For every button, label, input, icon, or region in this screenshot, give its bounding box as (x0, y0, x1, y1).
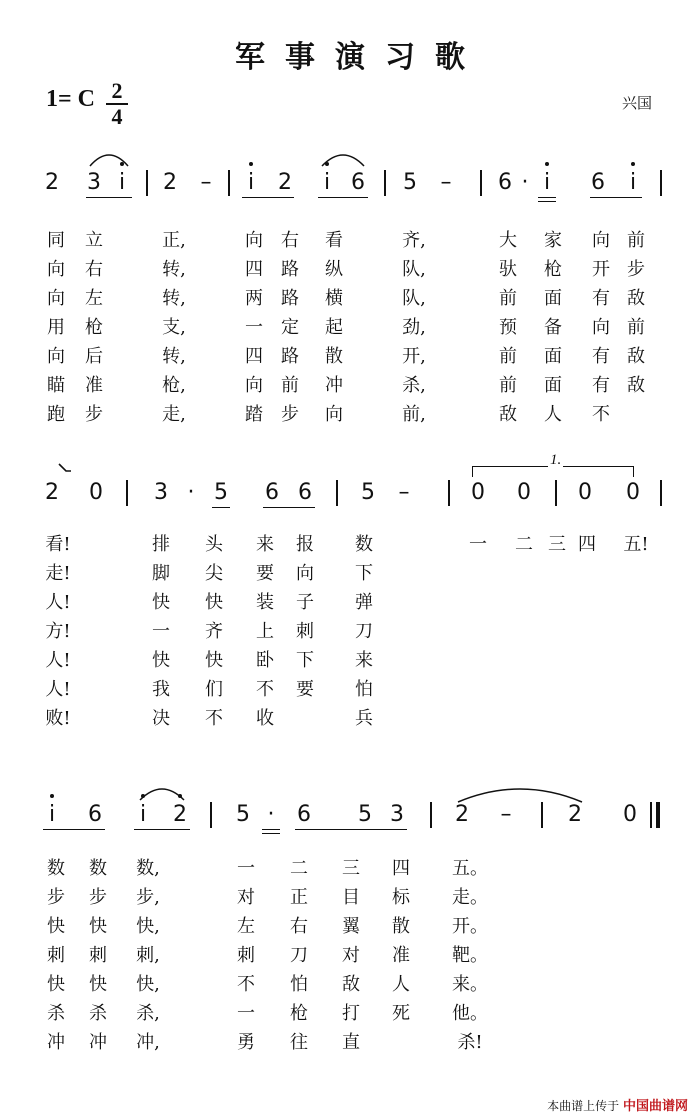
sixteenth-underline (538, 197, 556, 198)
lyric-char: 枪 (290, 1003, 308, 1024)
note: i (629, 170, 637, 195)
lyric-char: 四 (578, 534, 596, 555)
note: 6 (591, 170, 605, 195)
lyric-char: 踏 (245, 404, 263, 425)
note: 0 (89, 480, 103, 505)
lyric-char: 来 (355, 650, 373, 671)
note: – (440, 170, 452, 195)
note: 0 (578, 480, 592, 505)
song-title (0, 32, 700, 76)
lyric-char: 前 (499, 375, 517, 396)
title-char: 歌 (435, 40, 465, 75)
lyric-char: 驮 (499, 259, 517, 280)
lyric-char: 横 (325, 288, 343, 309)
lyric-verse-1 (0, 530, 660, 559)
lyric-char: 上 (256, 621, 274, 642)
eighth-underline (318, 197, 368, 198)
lyric-char: 向 (47, 259, 65, 280)
note: 0 (626, 480, 640, 505)
lyric-char: 队, (402, 259, 426, 280)
lyric-char: 杀! (457, 1032, 483, 1053)
lyric-char: 开, (402, 346, 426, 367)
lyric-char: 枪 (85, 317, 103, 338)
lyric-char: 一 (245, 317, 263, 338)
lyric-char: 劲, (402, 317, 426, 338)
lyric-char: 打 (342, 1003, 360, 1024)
lyric-char: 敌 (627, 375, 645, 396)
lyric-char: 有 (592, 346, 610, 367)
barline (541, 802, 543, 828)
note: 2 (173, 802, 187, 827)
lyric-char: 步 (85, 404, 103, 425)
lyric-char: 有 (592, 288, 610, 309)
lyric-char: 正 (290, 887, 308, 908)
lyric-char: 左 (85, 288, 103, 309)
lyric-verse-6 (0, 999, 660, 1028)
note: 2 (45, 170, 59, 195)
lyric-char: 向 (592, 230, 610, 251)
lyric-char: 散 (325, 346, 343, 367)
lyric-char: 杀, (402, 375, 426, 396)
note: 6 (88, 802, 102, 827)
time-denominator: 4 (111, 104, 123, 129)
lyric-char: 敌 (627, 346, 645, 367)
lyric-char: 冲, (136, 1032, 160, 1053)
barline (146, 170, 148, 196)
title-char: 演 (335, 40, 365, 75)
note: 5 (361, 480, 375, 505)
lyric-char: 头 (205, 534, 223, 555)
lyric-char: 数, (136, 858, 160, 879)
lyric-char: 走! (45, 563, 71, 584)
time-numerator: 2 (111, 78, 123, 103)
lyric-char: 刺 (47, 945, 65, 966)
note: 6 (265, 480, 279, 505)
lyric-char: 下 (355, 563, 373, 584)
lyric-char: 瞄 (47, 375, 65, 396)
time-signature (106, 80, 128, 128)
lyric-verse-1 (0, 226, 660, 255)
lyric-char: 我 (152, 679, 170, 700)
barline (126, 480, 128, 506)
lyric-char: 步 (89, 887, 107, 908)
final-barline-thick (656, 802, 660, 828)
lyric-char: 纵 (325, 259, 343, 280)
lyric-verse-4 (0, 313, 660, 342)
lyric-char: 兵 (355, 708, 373, 729)
lyric-char: 走, (162, 404, 186, 425)
lyric-char: 路 (281, 346, 299, 367)
lyric-char: 准 (85, 375, 103, 396)
lyric-verse-7 (0, 704, 660, 733)
lyric-char: 向 (592, 317, 610, 338)
note: 6 (351, 170, 365, 195)
note: 6 (498, 170, 512, 195)
lyric-char: 前 (281, 375, 299, 396)
lyric-char: 二 (515, 534, 533, 555)
lyric-char: 正, (162, 230, 186, 251)
lyric-char: 看! (45, 534, 71, 555)
lyric-char: 人! (45, 679, 71, 700)
lyric-char: 们 (205, 679, 223, 700)
lyric-char: 四 (245, 346, 263, 367)
title-char: 军 (235, 40, 265, 75)
note: 5 (358, 802, 372, 827)
lyric-char: 向 (245, 230, 263, 251)
lyric-char: 快, (136, 974, 160, 995)
lyric-char: 转, (162, 346, 186, 367)
lyric-char: 散 (392, 916, 410, 937)
lyric-char: 快 (152, 592, 170, 613)
lyric-char: 怕 (355, 679, 373, 700)
lyric-verse-2 (0, 255, 660, 284)
lyric-char: 前 (627, 230, 645, 251)
breath-mark (56, 462, 74, 478)
lyric-char: 三 (342, 858, 360, 879)
lyric-char: 走。 (452, 887, 488, 908)
lyric-verse-1 (0, 854, 660, 883)
note: 0 (517, 480, 531, 505)
lyric-char: 前 (499, 288, 517, 309)
note: 2 (278, 170, 292, 195)
note: i (247, 170, 255, 195)
lyric-char: 有 (592, 375, 610, 396)
lyric-char: 刀 (290, 945, 308, 966)
lyric-verse-5 (0, 342, 660, 371)
lyric-char: 来 (256, 534, 274, 555)
slur (136, 782, 188, 802)
lyric-char: 杀, (136, 1003, 160, 1024)
lyric-char: 人 (544, 404, 562, 425)
lyric-char: 快 (89, 916, 107, 937)
octave-dot (178, 794, 182, 798)
volta-number: 1. (550, 452, 562, 468)
note: 5 (236, 802, 250, 827)
lyric-char: 五! (623, 534, 649, 555)
barline (448, 480, 450, 506)
lyric-char: 快 (89, 974, 107, 995)
lyric-char: 准 (392, 945, 410, 966)
lyric-char: 敌 (499, 404, 517, 425)
lyric-char: 步 (281, 404, 299, 425)
note: 2 (45, 480, 59, 505)
lyric-char: 人! (45, 650, 71, 671)
sixteenth-underline (538, 201, 556, 202)
barline (555, 480, 557, 506)
site-logo: 中国曲谱网 (622, 1099, 688, 1114)
lyric-char: 用 (47, 317, 65, 338)
barline (430, 802, 432, 828)
lyric-char: 向 (47, 346, 65, 367)
lyric-char: 三 (548, 534, 566, 555)
lyric-char: 后 (85, 346, 103, 367)
note: – (200, 170, 212, 195)
lyric-char: 子 (296, 592, 314, 613)
lyric-char: 尖 (205, 563, 223, 584)
lyric-verse-7 (0, 1028, 660, 1057)
lyric-verse-6 (0, 371, 660, 400)
lyric-verse-2 (0, 559, 660, 588)
eighth-underline (86, 197, 132, 198)
title-char: 事 (285, 40, 315, 75)
lyric-verse-6 (0, 675, 660, 704)
lyric-char: 预 (499, 317, 517, 338)
lyric-char: 不 (256, 679, 274, 700)
octave-dot (249, 162, 253, 166)
lyric-char: 杀 (89, 1003, 107, 1024)
eighth-underline (134, 829, 190, 830)
lyric-char: 五。 (452, 858, 488, 879)
lyric-char: 怕 (290, 974, 308, 995)
lyric-char: 刀 (355, 621, 373, 642)
lyric-char: 右 (290, 916, 308, 937)
lyric-char: 面 (544, 346, 562, 367)
lyric-char: 前 (627, 317, 645, 338)
lyric-char: 决 (152, 708, 170, 729)
slur (86, 148, 132, 168)
lyric-char: 支, (162, 317, 186, 338)
eighth-underline (295, 829, 407, 830)
lyric-char: 不 (205, 708, 223, 729)
key-signature: 1= C (46, 86, 96, 112)
lyric-char: 冲 (325, 375, 343, 396)
lyric-char: 快, (136, 916, 160, 937)
lyric-char: 开。 (452, 916, 488, 937)
lyric-char: 快 (205, 650, 223, 671)
note: 0 (471, 480, 485, 505)
lyric-char: 四 (392, 858, 410, 879)
lyric-char: 大 (499, 230, 517, 251)
lyric-char: 快 (47, 916, 65, 937)
lyric-char: 直 (342, 1032, 360, 1053)
barline (210, 802, 212, 828)
note: i (139, 802, 147, 827)
lyric-char: 转, (162, 288, 186, 309)
note: 6 (298, 480, 312, 505)
note: – (398, 480, 410, 505)
lyric-char: 来。 (452, 974, 488, 995)
lyric-char: 一 (469, 534, 487, 555)
lyric-char: 备 (544, 317, 562, 338)
lyric-char: 败! (45, 708, 71, 729)
barline (384, 170, 386, 196)
lyric-char: 靶。 (452, 945, 488, 966)
note: 5 (403, 170, 417, 195)
note: 6 (297, 802, 311, 827)
lyric-char: 左 (237, 916, 255, 937)
lyric-verse-3 (0, 912, 660, 941)
lyric-char: 快 (47, 974, 65, 995)
lyric-char: 向 (245, 375, 263, 396)
barline (228, 170, 230, 196)
lyric-char: 路 (281, 288, 299, 309)
lyric-char: 人 (392, 974, 410, 995)
slur (318, 148, 368, 168)
lyric-char: 开 (592, 259, 610, 280)
note: 2 (455, 802, 469, 827)
octave-dot (631, 162, 635, 166)
lyric-char: 面 (544, 375, 562, 396)
lyric-char: 路 (281, 259, 299, 280)
lyric-char: 人! (45, 592, 71, 613)
lyric-char: 步, (136, 887, 160, 908)
lyric-char: 勇 (237, 1032, 255, 1053)
lyric-verse-2 (0, 883, 660, 912)
note: 5 (214, 480, 228, 505)
lyric-char: 杀 (47, 1003, 65, 1024)
lyric-char: 家 (544, 230, 562, 251)
note: 2 (163, 170, 177, 195)
lyric-char: 冲 (47, 1032, 65, 1053)
lyric-char: 刺 (296, 621, 314, 642)
lyric-char: 右 (281, 230, 299, 251)
lyric-char: 冲 (89, 1032, 107, 1053)
lyric-char: 往 (290, 1032, 308, 1053)
barline (480, 170, 482, 196)
note: 2 (568, 802, 582, 827)
lyric-char: 转, (162, 259, 186, 280)
note: · (187, 480, 195, 505)
note: 0 (623, 802, 637, 827)
lyric-char: 步 (627, 259, 645, 280)
eighth-underline (263, 507, 315, 508)
source-watermark (547, 1095, 688, 1114)
lyric-char: 前 (499, 346, 517, 367)
lyric-char: 对 (237, 887, 255, 908)
lyric-char: 步 (47, 887, 65, 908)
lyric-char: 排 (152, 534, 170, 555)
eighth-underline (43, 829, 105, 830)
lyric-char: 四 (245, 259, 263, 280)
lyric-verse-3 (0, 284, 660, 313)
note: 3 (87, 170, 101, 195)
lyric-char: 他。 (452, 1003, 488, 1024)
lyric-char: 同 (47, 230, 65, 251)
lyric-char: 队, (402, 288, 426, 309)
final-barline-thin (650, 802, 652, 828)
eighth-underline (262, 829, 280, 830)
lyric-char: 报 (296, 534, 314, 555)
note: – (500, 802, 512, 827)
lyric-char: 齐, (402, 230, 426, 251)
octave-dot (50, 794, 54, 798)
note: i (543, 170, 551, 195)
lyric-char: 定 (281, 317, 299, 338)
lyric-char: 下 (296, 650, 314, 671)
lyric-char: 目 (342, 887, 360, 908)
note: 3 (154, 480, 168, 505)
composer: 兴国 (621, 94, 652, 112)
lyric-char: 卧 (256, 650, 274, 671)
note: i (118, 170, 126, 195)
lyric-char: 对 (342, 945, 360, 966)
lyric-char: 齐 (205, 621, 223, 642)
lyric-char: 死 (392, 1003, 410, 1024)
lyric-char: 刺 (89, 945, 107, 966)
lyric-verse-4 (0, 617, 660, 646)
note: i (48, 802, 56, 827)
lyric-char: 刺, (136, 945, 160, 966)
lyric-char: 快 (205, 592, 223, 613)
octave-dot (141, 794, 145, 798)
lyric-char: 刺 (237, 945, 255, 966)
lyric-char: 标 (392, 887, 410, 908)
lyric-char: 数 (89, 858, 107, 879)
lyric-char: 弹 (355, 592, 373, 613)
lyric-char: 向 (296, 563, 314, 584)
lyric-char: 枪, (162, 375, 186, 396)
lyric-char: 二 (290, 858, 308, 879)
barline (336, 480, 338, 506)
lyric-char: 快 (152, 650, 170, 671)
sixteenth-underline (262, 833, 280, 834)
note: 3 (390, 802, 404, 827)
watermark-text: 本曲谱上传于 (547, 1099, 620, 1113)
lyric-char: 一 (152, 621, 170, 642)
lyric-char: 立 (85, 230, 103, 251)
lyric-verse-5 (0, 970, 660, 999)
lyric-char: 跑 (47, 404, 65, 425)
lyric-char: 向 (47, 288, 65, 309)
lyric-verse-5 (0, 646, 660, 675)
lyric-char: 前, (402, 404, 426, 425)
lyric-char: 不 (237, 974, 255, 995)
lyric-verse-7 (0, 400, 660, 429)
barline (660, 170, 662, 196)
note: · (521, 170, 529, 195)
lyric-verse-4 (0, 941, 660, 970)
lyric-char: 要 (256, 563, 274, 584)
lyric-char: 不 (592, 404, 610, 425)
lyric-char: 数 (355, 534, 373, 555)
eighth-underline (212, 507, 230, 508)
lyric-char: 右 (85, 259, 103, 280)
lyric-char: 收 (256, 708, 274, 729)
lyric-char: 一 (237, 1003, 255, 1024)
lyric-char: 一 (237, 858, 255, 879)
note: i (323, 170, 331, 195)
lyric-char: 敌 (627, 288, 645, 309)
barline (660, 480, 662, 506)
lyric-char: 数 (47, 858, 65, 879)
lyric-char: 方! (45, 621, 71, 642)
lyric-char: 装 (256, 592, 274, 613)
note: · (267, 802, 275, 827)
lyric-char: 枪 (544, 259, 562, 280)
octave-dot (545, 162, 549, 166)
lyric-char: 两 (245, 288, 263, 309)
lyric-char: 看 (325, 230, 343, 251)
lyric-verse-3 (0, 588, 660, 617)
eighth-underline (242, 197, 294, 198)
lyric-char: 起 (325, 317, 343, 338)
lyric-char: 面 (544, 288, 562, 309)
title-char: 习 (385, 40, 415, 75)
lyric-char: 脚 (152, 563, 170, 584)
lyric-char: 敌 (342, 974, 360, 995)
eighth-underline (590, 197, 642, 198)
lyric-char: 向 (325, 404, 343, 425)
lyric-char: 要 (296, 679, 314, 700)
lyric-char: 翼 (342, 916, 360, 937)
